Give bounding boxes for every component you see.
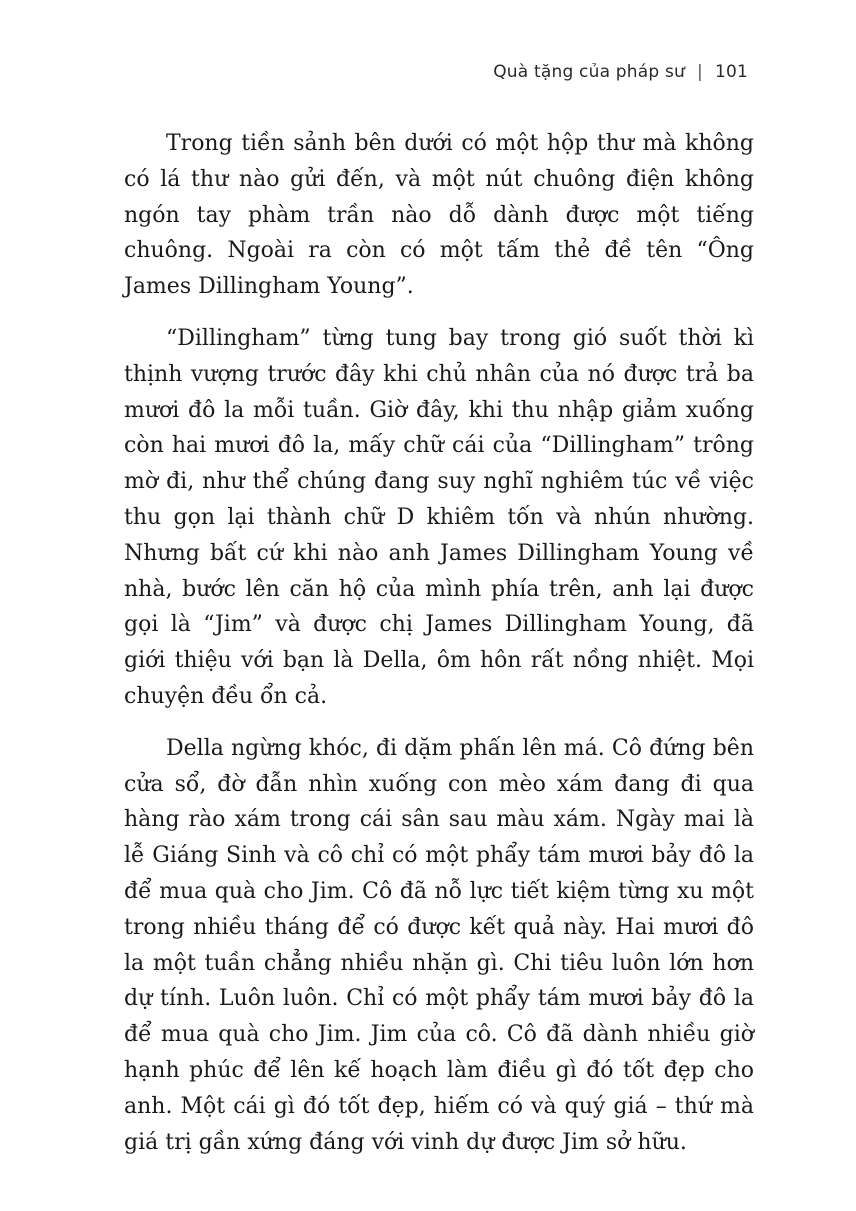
paragraph-1: Trong tiền sảnh bên dưới có một hộp thư mà không có lá thư nào gửi đến, và một nút chuông điện không ngón tay phàm trần nào dỗ dành được một tiếng chuông. Ngoài ra còn có một tấm thẻ đề tên “Ông James Dillingham Young”. [124,131,754,300]
running-header [493,62,748,82]
header-separator: | [697,62,703,82]
chapter-title: Quà tặng của pháp sư [493,62,685,82]
paragraph-2: “Dillingham” từng tung bay trong gió suốt thời kì thịnh vượng trước đây khi chủ nhân của nó được trả ba mươi đô la mỗi tuần. Giờ đây, khi thu nhập giảm xuống còn hai mươi đô la, mấy chữ cái của “Dillingham” trông mờ đi, như thể chúng đang suy nghĩ nghiêm túc về việc thu gọn lại thành chữ D khiêm tốn và nhún nhường. Nhưng bất cứ khi nào anh James Dillingham Young về nhà, bước lên căn hộ của mình phía trên, anh lại được gọi là “Jim” và được chị James Dillingham Young, đã giới thiệu với bạn là Della, ôm hôn rất nồng nhiệt. Mọi chuyện đều ổn cả. [124,325,754,709]
page-number: 101 [714,62,748,82]
paragraph-3: Della ngừng khóc, đi dặm phấn lên má. Cô đứng bên cửa sổ, đờ đẫn nhìn xuống con mèo xám đang đi qua hàng rào xám trong cái sân sau màu xám. Ngày mai là lễ Giáng Sinh và cô chỉ có một phẩy tám mươi bảy đô la để mua quà cho Jim. Cô đã nỗ lực tiết kiệm từng xu một trong nhiều tháng để có được kết quả này. Hai mươi đô la một tuần chẳng nhiều nhặn gì. Chi tiêu luôn lớn hơn dự tính. Luôn luôn. Chỉ có một phẩy tám mươi bảy đô la để mua quà cho Jim. Jim của cô. Cô đã dành nhiều giờ hạnh phúc để lên kế hoạch làm điều gì đó tốt đẹp cho anh. Một cái gì đó tốt đẹp, hiếm có và quý giá – thứ mà giá trị gần xứng đáng với vinh dự được Jim sở hữu. [124,735,754,1155]
page-body [124,126,754,1176]
